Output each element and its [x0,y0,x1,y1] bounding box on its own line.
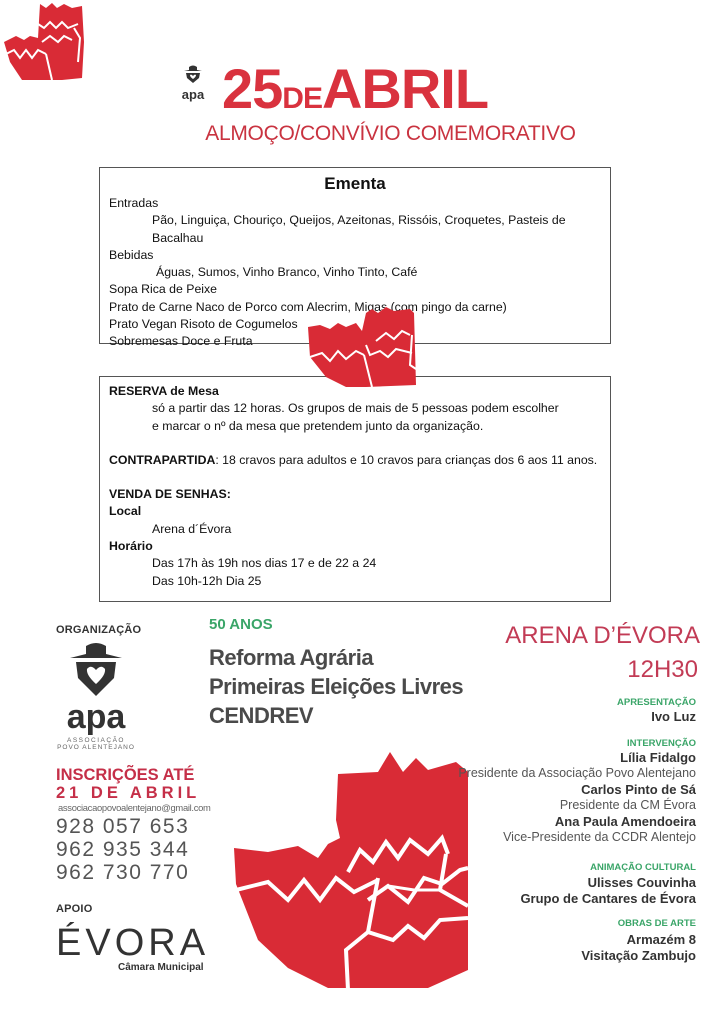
phone-number[interactable]: 962 935 344 [56,838,190,861]
event-time: 12H30 [627,656,698,683]
apa-logo-sub: POVO ALENTEJANO [57,744,135,751]
apa-logo-large [56,640,136,751]
speaker-role: Vice-Presidente da CCDR Alentejo [503,830,696,844]
phone-number[interactable]: 928 057 653 [56,815,190,838]
menu-item: Pão, Linguiça, Chouriço, Queijos, Azeitonas, Rissóis, Croquetes, Pasteis de Bacalhau [152,213,566,245]
obras-name: Armazém 8 [626,932,696,947]
event-title [222,56,488,121]
venue: ARENA D’ÉVORA [505,622,700,649]
apoio-label: APOIO [56,903,93,915]
title-de: DE [282,82,322,115]
menu-item: Sobremesas Doce e Fruta [109,334,253,349]
obras-label: OBRAS DE ARTE [617,918,696,929]
headline-line: CENDREV [209,703,314,728]
carnation-icon [306,305,426,387]
info-box [99,376,611,602]
inscricoes-date: 21 DE ABRIL [56,784,201,802]
intervencao-label: INTERVENÇÃO [627,738,696,749]
contrapartida-label: CONTRAPARTIDA [109,452,216,467]
contact-email[interactable]: associacaopovoalentejano@gmail.com [58,802,211,813]
local-label: Local [109,504,142,519]
speaker-role: Presidente da Associação Povo Alentejano [458,766,696,780]
title-number: 25 [222,57,283,120]
local-value: Arena d´Évora [152,521,232,536]
reserva-line: só a partir das 12 horas. Os grupos de mais de 5 pessoas podem escolher [152,401,559,416]
speaker-name: Ana Paula Amendoeira [554,814,696,829]
animacao-name: Ulisses Couvinha [587,875,696,890]
carnation-icon [2,2,86,80]
animacao-label: ANIMAÇÃO CULTURAL [590,862,696,873]
apa-logo-small [176,64,210,101]
menu-item: Prato de Carne Naco de Porco com Alecrim, Migas (com pingo da carne) [109,299,507,314]
speaker-name: Carlos Pinto de Sá [581,782,696,797]
horario-label: Horário [109,539,153,554]
apa-logo-text: apa [181,87,205,102]
carnation-icon [228,750,470,990]
obras-name: Visitação Zambujo [581,948,696,963]
apa-logo-text: apa [66,698,126,736]
apa-figure-icon [66,640,126,700]
menu-item: Prato Vegan Risoto de Cogumelos [109,317,298,332]
presenter-name: Ivo Luz [651,709,696,724]
evora-logo-sub: Câmara Municipal [118,962,204,973]
contrapartida-text: : 18 cravos para adultos e 10 cravos para crianças dos 6 aos 11 anos. [215,452,598,467]
venda-title: VENDA DE SENHAS: [109,487,231,502]
menu-item: Bebidas [109,247,154,262]
headline-line: Reforma Agrária [209,645,374,670]
apa-figure-icon [182,64,204,84]
anos-label: 50 ANOS [209,616,273,633]
phone-number[interactable]: 962 730 770 [56,861,190,884]
inscricoes-label: INSCRIÇÕES ATÉ [56,766,195,784]
reserva-line: e marcar o nº da mesa que pretendem junto da organização. [152,418,484,433]
headline-line: Primeiras Eleições Livres [209,674,464,699]
menu-item: Entradas [109,196,159,210]
menu-item: Sopa Rica de Peixe [109,282,218,297]
apa-logo-sub: ASSOCIAÇÃO [67,737,125,744]
menu-item: Águas, Sumos, Vinho Branco, Vinho Tinto, Café [156,265,418,280]
organizacao-label: ORGANIZAÇÃO [56,624,142,636]
contrapartida [109,452,601,469]
speaker-name: Lília Fidalgo [620,750,696,765]
reserva-title: RESERVA de Mesa [109,384,219,398]
speaker-role: Presidente da CM Évora [559,798,696,812]
event-subtitle: ALMOÇO/CONVÍVIO COMEMORATIVO [205,122,576,145]
animacao-name: Grupo de Cantares de Évora [520,891,696,906]
apresentacao-label: APRESENTAÇÃO [617,697,696,708]
horario-line: Das 10h-12h Dia 25 [152,573,262,588]
horario-line: Das 17h às 19h nos dias 17 e de 22 a 24 [152,556,377,571]
title-month: ABRIL [321,57,489,120]
menu-heading: Ementa [324,174,386,193]
evora-logo: ÉVORA [56,922,210,964]
